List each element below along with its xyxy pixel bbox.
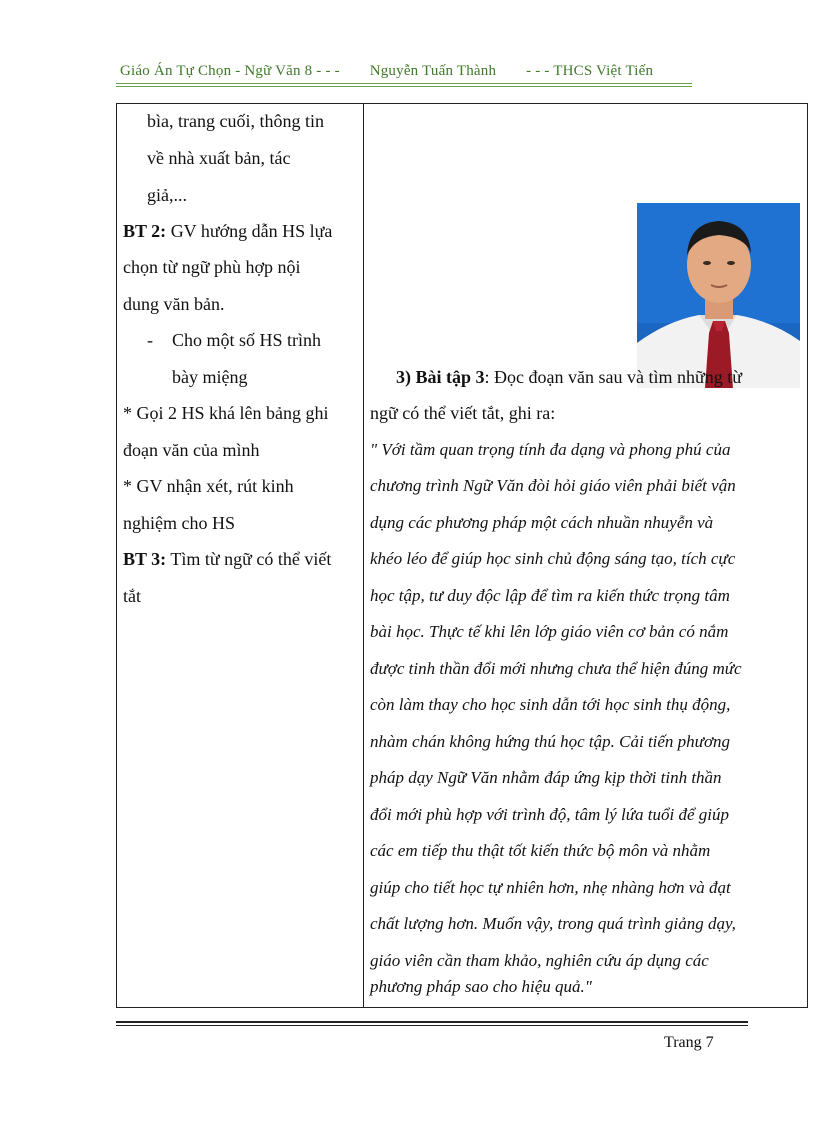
portrait-illustration [637, 203, 800, 388]
left-line-2: về nhà xuất bản, tác [147, 148, 291, 168]
passage-line-15: giáo viên cần tham khảo, nghiên cứu áp dụng các [370, 951, 709, 970]
passage-line-4: khéo léo để giúp học sinh chủ động sáng tạo, tích cực [370, 549, 736, 568]
passage-line-6: bài học. Thực tế khi lên lớp giáo viên cơ bản có nắm [370, 622, 729, 641]
exercise-3-heading [396, 366, 742, 388]
left-line-6: dung văn bản. [123, 294, 225, 314]
header-school: - - - THCS Việt Tiến [526, 63, 654, 79]
left-line-14: tắt [123, 586, 141, 606]
passage-line-7: được tinh thần đổi mới nhưng chưa thể hiện đúng mức [370, 659, 742, 678]
left-line-9: * Gọi 2 HS khá lên bảng ghi [123, 403, 329, 423]
column-divider [363, 104, 364, 1007]
exercise-3-instruction: : Đọc đoạn văn sau và tìm những từ [484, 367, 742, 387]
left-line-1: bìa, trang cuối, thông tin [147, 111, 324, 131]
passage-line-9: nhàm chán không hứng thú học tập. Cải tiến phương [370, 732, 731, 751]
page-header [120, 63, 720, 85]
passage-line-8: còn làm thay cho học sinh dẫn tới học sinh thụ động, [370, 695, 731, 714]
bt2-text: GV hướng dẫn HS lựa [166, 221, 333, 241]
left-line-bt2 [123, 220, 332, 242]
left-line-10: đoạn văn của mình [123, 440, 260, 460]
footer-rule-2 [116, 1025, 748, 1026]
left-line-5: chọn từ ngữ phù hợp nội [123, 257, 301, 277]
header-rule-2 [116, 86, 692, 87]
passage-line-11: đổi mới phù hợp với trình độ, tâm lý lứa tuổi để giúp [370, 805, 730, 824]
bt3-label: BT 3: [123, 549, 167, 569]
left-line-11: * GV nhận xét, rút kinh [123, 476, 294, 496]
header-rule-1 [116, 83, 692, 84]
left-line-3: giả,... [147, 185, 187, 205]
bt3-text: Tìm từ ngữ có thể viết [166, 549, 332, 569]
passage-line-5: học tập, tư duy độc lập để tìm ra kiến thức trọng tâm [370, 586, 730, 605]
passage-line-1: " Với tầm quan trọng tính đa dạng và phong phú của [370, 440, 731, 459]
header-subject: Giáo Án Tự Chọn - Ngữ Văn 8 - - - [120, 63, 340, 79]
left-line-12: nghiệm cho HS [123, 513, 235, 533]
left-line-8: bày miệng [172, 367, 248, 387]
left-line-7: Cho một số HS trình [172, 330, 322, 350]
passage-line-14: chất lượng hơn. Muốn vậy, trong quá trình giảng dạy, [370, 914, 736, 933]
exercise-3-number: 3) [396, 367, 411, 387]
passage-line-12: các em tiếp thu thật tốt kiến thức bộ môn và nhằm [370, 841, 711, 860]
passage-line-2: chương trình Ngữ Văn đòi hỏi giáo viên phải biết vận [370, 476, 736, 495]
bt2-label: BT 2: [123, 221, 167, 241]
passage-line-3: dụng các phương pháp một cách nhuần nhuyễn và [370, 513, 714, 532]
list-dash: - [147, 330, 153, 350]
left-line-bt3 [123, 548, 331, 570]
footer-rule-1 [116, 1021, 748, 1023]
passage-line-16: phương pháp sao cho hiệu quả." [370, 977, 592, 996]
portrait-photo [637, 203, 800, 388]
lesson-table [116, 103, 808, 1008]
page-number: Trang 7 [664, 1034, 714, 1051]
header-author: Nguyễn Tuấn Thành [369, 63, 497, 79]
passage-line-13: giúp cho tiết học tự nhiên hơn, nhẹ nhàng hơn và đạt [370, 878, 731, 897]
exercise-3-label: Bài tập 3 [411, 367, 485, 387]
passage-line-10: pháp dạy Ngữ Văn nhằm đáp ứng kịp thời tinh thần [370, 768, 722, 787]
exercise-3-instruction-2: ngữ có thể viết tắt, ghi ra: [370, 403, 556, 423]
